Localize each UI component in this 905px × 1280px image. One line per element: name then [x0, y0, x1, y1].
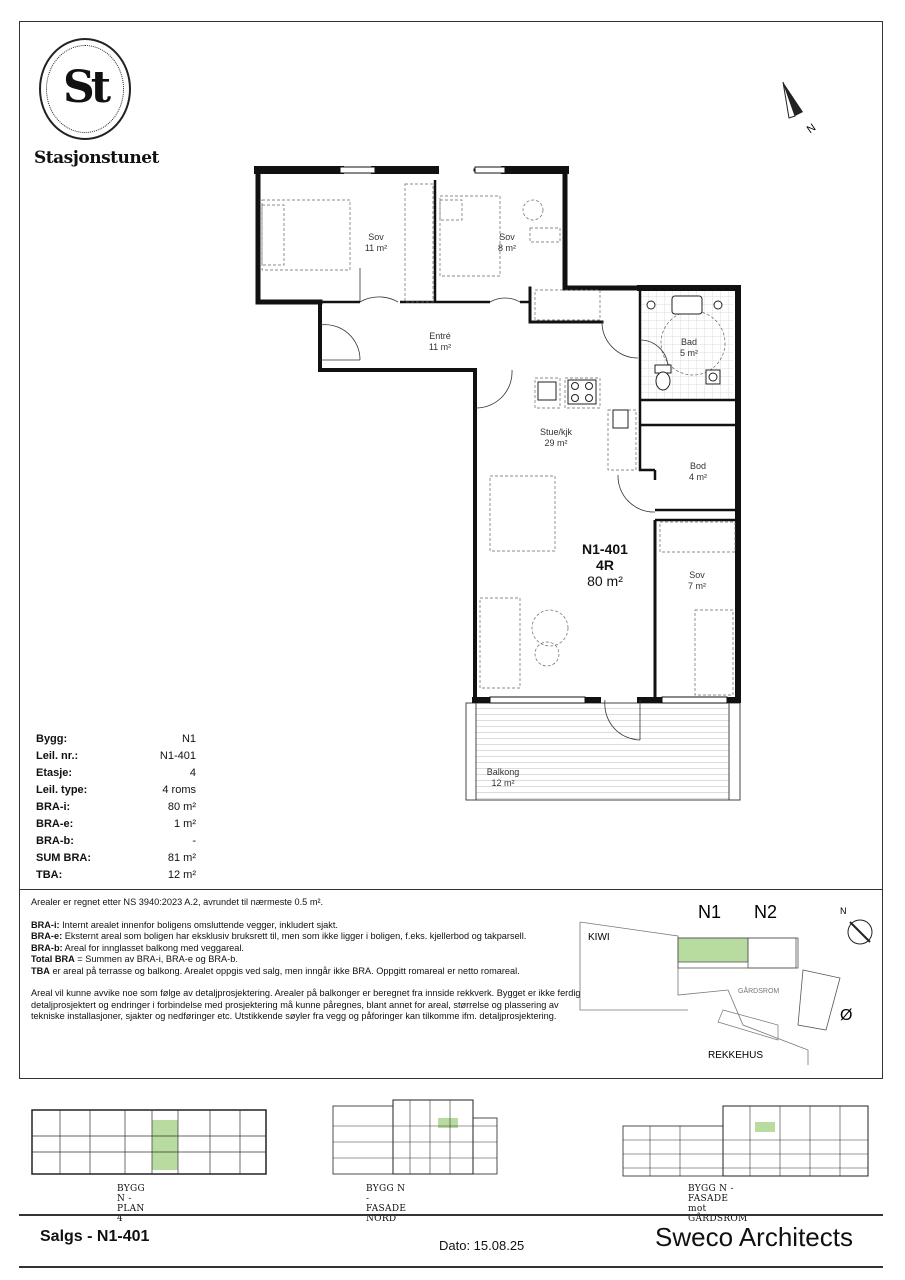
- info-row: Bygg: N1: [36, 733, 196, 745]
- info-row: Etasje: 4: [36, 767, 196, 779]
- site-plan: [578, 900, 878, 1070]
- area-notes: [31, 897, 591, 1023]
- note-def: TBA er areal på terrasse og balkong. Arealet oppgis ved salg, men inngår ikke BRA. Oppgitt romareal er netto romareal.: [31, 965, 520, 976]
- site-north-label: N: [840, 906, 847, 916]
- fasade-gardsrom-thumbnail: [620, 1102, 870, 1180]
- room-name: Sov: [499, 232, 515, 242]
- unit-id: N1-401: [582, 541, 628, 557]
- room-area: 29 m²: [544, 438, 568, 448]
- room-name: Sov: [689, 570, 705, 580]
- room-area: 11 m²: [428, 342, 452, 352]
- thumb-caption-gardsrom: BYGG N - FASADE mot GÅRDSROM: [688, 1184, 748, 1224]
- room-name: Sov: [368, 232, 384, 242]
- room-name: Balkong: [486, 767, 520, 777]
- room-name: Bod: [689, 461, 706, 471]
- room-area: 7 m²: [688, 581, 706, 591]
- furniture: [262, 184, 735, 695]
- room-label-sov-1: [336, 232, 416, 254]
- room-area: 12 m²: [491, 778, 515, 788]
- room-name: Entré: [429, 331, 451, 341]
- info-row: BRA-b: -: [36, 835, 196, 847]
- room-label-entre: [400, 331, 480, 353]
- info-row: SUM BRA: 81 m²: [36, 852, 196, 864]
- architect-brand: Sweco Architects: [655, 1222, 853, 1252]
- site-label-n1: N1: [698, 902, 722, 922]
- room-label-stue: [516, 427, 596, 449]
- footer-top-rule: [19, 1214, 883, 1216]
- unit-type: 4R: [596, 557, 614, 573]
- unit-summary: [560, 541, 650, 589]
- unit-info-table: [36, 733, 196, 886]
- note-def: Total BRA = Summen av BRA-i, BRA-e og BRA-b.: [31, 954, 238, 964]
- info-row: BRA-i: 80 m²: [36, 801, 196, 813]
- room-name: Stue/kjk: [539, 427, 572, 437]
- notes-disclaimer: Areal vil kunne avvike noe som følge av detaljprosjektering. Arealer på balkonger er beregnet fra innside rekkverk. Bygget er ikke ferdig detaljprosjektert og endringer i forbindelse med prosjektering må kunne påregnes, blant annet for areal, størrelse og plassering av tekniske installasjoner, sjakter og nedføringer etc. Utstikkende søyler fra vegg og påforinger kan tilkomme ifm. detaljprosjektering.: [31, 988, 581, 1021]
- site-label-kiwi: KIWI: [588, 932, 610, 943]
- thumb-caption-plan: BYGG N - PLAN 4: [117, 1184, 145, 1224]
- site-label-east: Ø: [840, 1007, 853, 1024]
- room-label-bod: [658, 461, 738, 483]
- section-divider: [19, 889, 883, 890]
- note-def: BRA-e: Eksternt areal som boligen har eksklusiv bruksrett til, men som ikke ligger i boligen, f.eks. kjellerbod og takparsell.: [31, 931, 527, 941]
- info-row: Leil. type: 4 roms: [36, 784, 196, 796]
- note-def: BRA-i: Internt arealet innenfor boligens omsluttende vegger, inkludert sjakt.: [31, 919, 338, 930]
- room-area: 5 m²: [680, 348, 698, 358]
- document-date: Dato: 15.08.25: [439, 1238, 525, 1253]
- site-label-n2: N2: [754, 902, 778, 922]
- room-label-sov-2: [467, 232, 547, 254]
- room-area: 8 m²: [498, 243, 516, 253]
- logo-monogram: St: [62, 62, 108, 113]
- site-north-icon: [840, 906, 872, 944]
- site-label-rekkehus: REKKEHUS: [708, 1050, 764, 1061]
- fasade-nord-thumbnail: [330, 1096, 500, 1176]
- site-label-gardsrom: GÅRDSROM: [738, 988, 780, 995]
- logo-wordmark: Stasjonstunet: [34, 148, 159, 168]
- room-label-sov-3: [657, 570, 737, 592]
- north-label: N: [804, 121, 819, 137]
- note-def: BRA-b: Areal for innglasset balkong med veggareal.: [31, 942, 244, 953]
- info-row: TBA: 12 m²: [36, 869, 196, 881]
- info-row: Leil. nr.: N1-401: [36, 750, 196, 762]
- document-title: Salgs - N1-401: [40, 1228, 150, 1245]
- info-row: BRA-e: 1 m²: [36, 818, 196, 830]
- room-label-balkong: [463, 767, 543, 789]
- door-swings: [320, 268, 668, 740]
- thumb-caption-nord: BYGG N - FASADE NORD: [366, 1184, 407, 1224]
- room-area: 11 m²: [364, 243, 388, 253]
- unit-area: 80 m²: [587, 573, 623, 589]
- room-name: Bad: [680, 337, 697, 347]
- room-area: 4 m²: [689, 472, 707, 482]
- plan-4-thumbnail: [30, 1106, 270, 1181]
- unit-location-highlight: [678, 938, 748, 962]
- room-label-bad: [649, 337, 729, 359]
- footer-bottom-rule: [19, 1266, 883, 1268]
- notes-intro: Arealer er regnet etter NS 3940:2023 A.2, avrundet til nærmeste 0.5 m².: [31, 897, 324, 907]
